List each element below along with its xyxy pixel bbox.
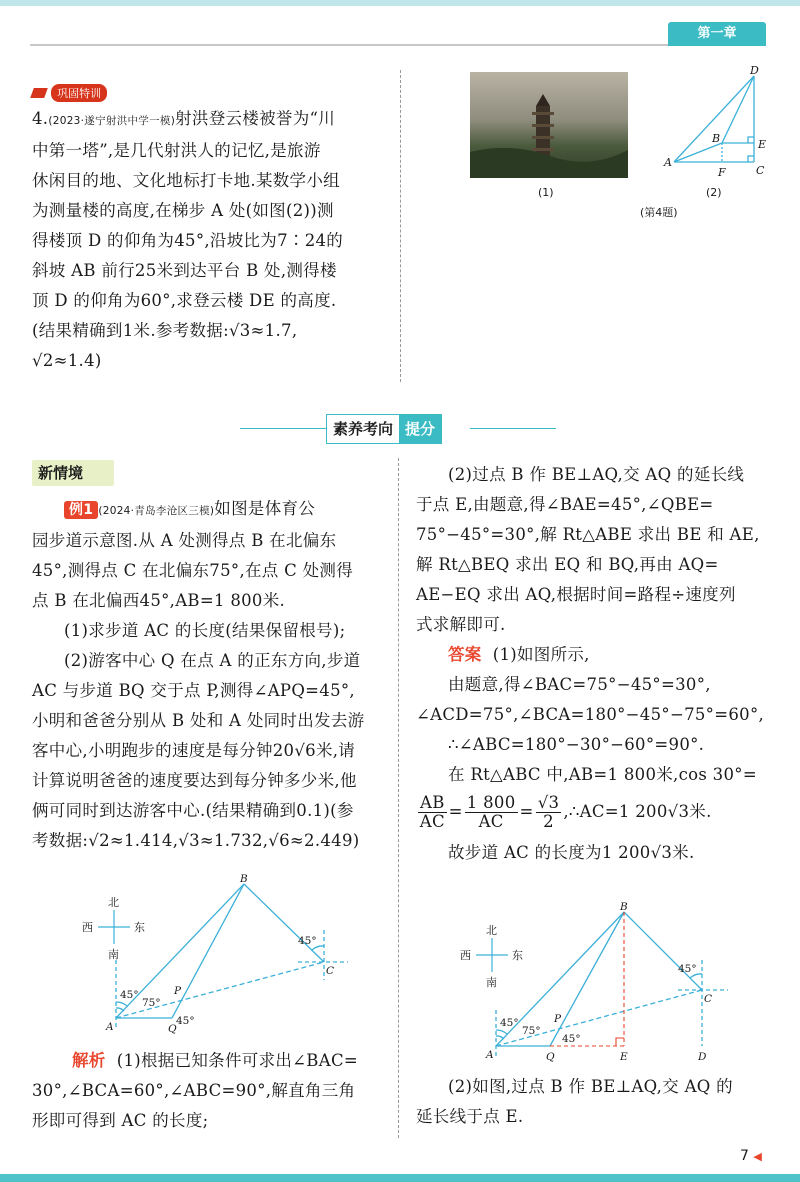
right-label-E: E [620,1051,628,1063]
answer-label: 答案 [448,645,482,664]
left-label-B: B [240,873,248,885]
example-label: 例1 [64,501,98,519]
ex1-line: 例1 (2024·青岛李沧区三模)如图是体育公 [32,494,394,526]
part2-line: 延长线于点 E. [416,1107,524,1126]
ex1-line: 俩可同时到达游客中心.(结果精确到0.1)(参 [32,801,354,820]
analysis2-line: 解 Rt△BEQ 求出 EQ 和 BQ,再由 AQ= [416,555,719,574]
triangle-left-icon: ◀ [753,1150,762,1163]
header-rule [30,44,730,46]
chapter-tab: 第一章 [668,22,766,46]
q4-line: √2≈1.4) [32,351,102,370]
analysis2-line: 于点 E,由题意,得∠BAE=45°,∠QBE= [416,495,714,514]
ex1-line: 点 B 在北偏西45°,AB=1 800米. [32,591,286,610]
ex1-line: 45°,测得点 C 在北偏东75°,在点 C 处测得 [32,561,354,580]
ex1-line: (2)游客中心 Q 在点 A 的正东方向,步道 [64,651,361,670]
part2-text [416,1072,772,1132]
banner: 素养考向 提分 [326,414,442,444]
left-label-C: C [326,965,335,977]
banner-line-right [470,428,556,429]
analysis2-line: AE−EQ 求出 AQ,根据时间=路程÷速度列 [416,585,736,604]
right-label-D: D [698,1051,707,1063]
fraction-1800-ac: $\frac{1 800}{AC}$ [466,793,516,831]
answer-line: 答案 (1)如图所示, [448,645,590,664]
fig2-label-A: A [664,156,672,169]
pencil-icon [30,88,48,98]
fraction-sqrt3-2: $\frac{√3}{2}$ [537,793,560,831]
compass-south-right: 南 [486,976,497,989]
tower-photo [470,72,628,178]
page-number: 7 ◀ [740,1148,762,1164]
q4-text [32,104,392,376]
right-angle-75: 75° [522,1025,541,1037]
tower-photo-drawing [470,72,628,178]
analysis-text [32,1046,394,1136]
q4-line: 休闲目的地、文化地标打卡地.某数学小组 [32,171,340,190]
right-label-B: B [620,901,628,913]
compass-east: 东 [134,921,145,934]
analysis2-line: (2)过点 B 作 BE⊥AQ,交 AQ 的延长线 [448,465,745,484]
q4-line: 顶 D 的仰角为60°,求登云楼 DE 的高度. [32,291,337,310]
left-angle-45-b: 45° [176,1015,195,1027]
ex1-line: 考数据:√2≈1.414,√3≈1.732,√6≈2.449) [32,831,360,850]
right-label-A: A [486,1049,494,1061]
left-diagram [72,870,372,1040]
example1-text [32,494,394,856]
part2-line: (2)如图,过点 B 作 BE⊥AQ,交 AQ 的 [448,1077,733,1096]
analysis-label: 解析 [72,1051,106,1070]
left-angle-75: 75° [142,997,161,1009]
left-col-divider [398,458,399,1138]
left-label-Q: Q [168,1023,177,1035]
fraction-ab-ac: $\frac{AB}{AC}$ [419,793,445,831]
q4-line: 中第一塔”,是几代射洪人的记忆,是旅游 [32,141,321,160]
right-column-text [416,460,772,868]
section-badge: 巩固特训 [32,82,107,102]
compass-cross-left [98,910,130,944]
right-label-C: C [704,993,713,1005]
ex1-line: (1)求步道 AC 的长度(结果保留根号); [64,621,346,640]
ex1-line: 小明和爸爸分别从 B 处和 A 处同时出发去游 [32,711,365,730]
fig2-label-B: B [712,132,721,145]
answer-line: 在 Rt△ABC 中,AB=1 800米,cos 30°= [448,765,757,784]
q4-line: (结果精确到1米.参考数据:√3≈1.7, [32,321,298,340]
compass-cross-right [476,938,508,972]
right-label-Q: Q [546,1051,555,1063]
fig2-diagram [660,64,770,184]
compass-north-right: 北 [486,924,497,937]
column-divider-top [400,70,401,382]
left-label-P: P [174,985,182,997]
fig2-label-C: C [756,164,765,177]
compass-north: 北 [108,896,119,909]
left-label-A: A [106,1021,114,1033]
q4-line: 为测量楼的高度,在梯步 A 处(如图(2))测 [32,201,334,220]
new-situation-heading: 新情境 [32,460,114,486]
compass-west-right: 西 [460,949,471,962]
q4-line: 4.(2023·遂宁射洪中学一模)射洪登云楼被誉为“川 [32,109,336,128]
q4-line: 得楼顶 D 的仰角为45°,沿坡比为7∶24的 [32,231,344,250]
right-label-P: P [554,1013,562,1025]
header-accent-bar [0,0,800,6]
ex1-line: 计算说明爸爸的速度要达到每分钟多少米,他 [32,771,357,790]
compass-south: 南 [108,948,119,961]
fig2-label-D: D [750,64,759,77]
right-angle-45-a: 45° [500,1017,519,1029]
analysis-line: 30°,∠BCA=60°,∠ABC=90°,解直角三角 [32,1081,356,1100]
analysis-line: 解析 (1)根据已知条件可求出∠BAC= [72,1051,358,1070]
q4-line: 斜坡 AB 前行25米到达平台 B 处,测得楼 [32,261,337,280]
analysis-line: 形即可得到 AC 的长度; [32,1111,209,1130]
ex1-line: 客中心,小明跑步的速度是每分钟20√6米,请 [32,741,356,760]
answer-line: ∠ACD=75°,∠BCA=180°−45°−75°=60°, [416,705,765,724]
fig2-label-E: E [758,138,767,151]
fig1-caption: (1) [538,186,554,199]
left-angle-45-c: 45° [298,935,317,947]
compass-west: 西 [82,921,93,934]
right-angle-45-b: 45° [562,1033,581,1045]
right-angle-45-c: 45° [678,963,697,975]
ex1-line: 园步道示意图.从 A 处测得点 B 在北偏东 [32,531,337,550]
conclusion-line: 故步道 AC 的长度为1 200√3米. [448,843,695,862]
left-angle-45-a: 45° [120,989,139,1001]
right-diagram [452,900,772,1070]
fraction-line: $\frac{AB}{AC}$ = $\frac{1 800}{AC}$ = $\frac{√3}{2}$ ,∴AC=1 200√3米. [419,793,712,831]
compass-east-right: 东 [512,949,523,962]
fig2-caption: (2) [706,186,722,199]
footer-bar [0,1174,800,1182]
analysis2-line: 式求解即可. [416,615,506,634]
answer-line: ∴∠ABC=180°−30°−60°=90°. [448,735,705,754]
answer-line: 由题意,得∠BAC=75°−45°=30°, [448,675,711,694]
ex1-line: AC 与步道 BQ 交于点 P,测得∠APQ=45°, [32,681,355,700]
analysis2-line: 75°−45°=30°,解 Rt△ABE 求出 BE 和 AE, [416,525,760,544]
banner-line-left [240,428,326,429]
figure-title: (第4题) [640,206,678,219]
fig2-label-F: F [718,166,726,179]
